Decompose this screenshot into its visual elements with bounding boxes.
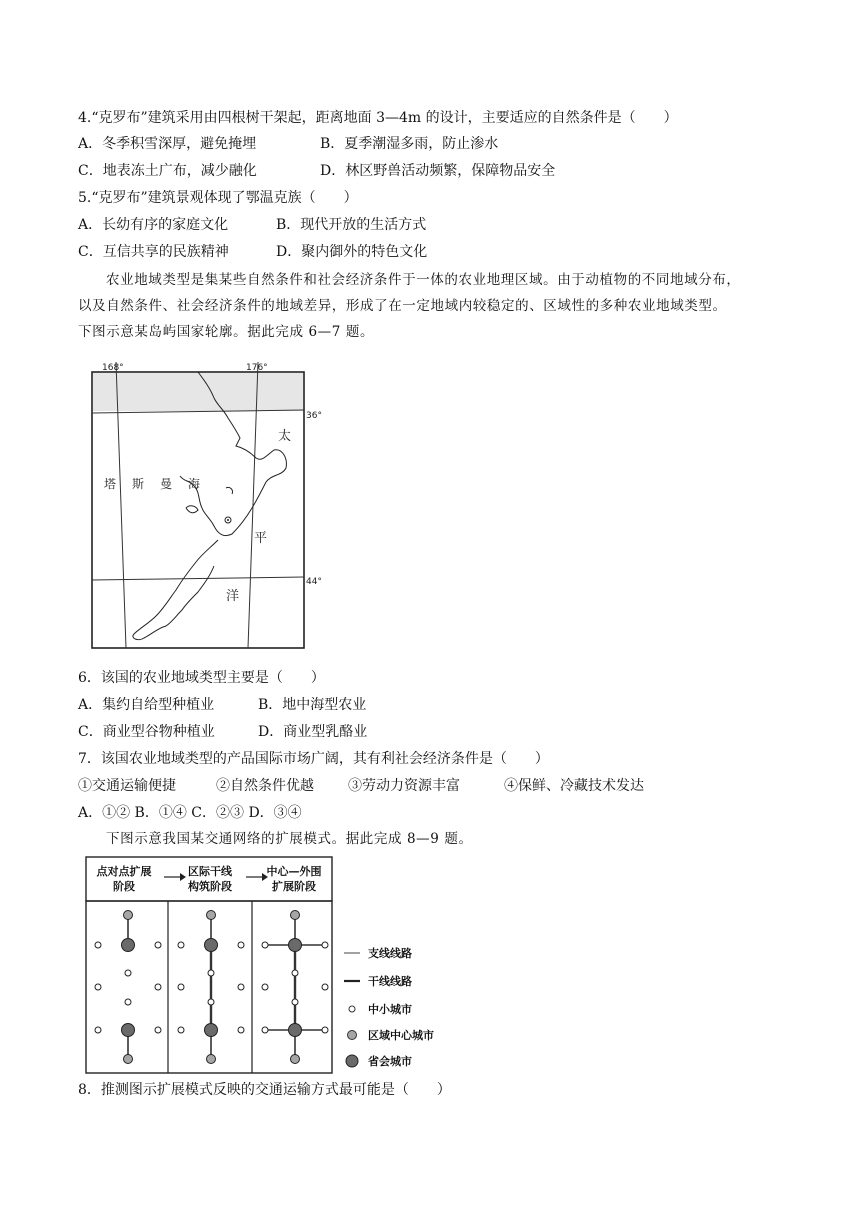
q6-stem: 6．该国的农业地域类型主要是（ ） xyxy=(78,670,325,686)
label-ocean-ping: 平 xyxy=(254,531,268,546)
small-city-node xyxy=(95,1027,101,1033)
legend-regional-city-symbol xyxy=(348,1031,357,1040)
provincial-capital-node xyxy=(289,939,302,952)
small-city-node xyxy=(208,970,214,976)
regional-center-node xyxy=(207,1055,216,1064)
q6-option-b: B．地中海型农业 xyxy=(258,697,367,713)
stage-arrow-1-head xyxy=(180,873,186,881)
q4-option-b: B．夏季潮湿多雨，防止渗水 xyxy=(320,136,499,152)
label-ocean-tai: 太 xyxy=(278,429,292,444)
provincial-capital-node xyxy=(289,1024,302,1037)
islet-coast-1 xyxy=(186,506,198,513)
small-city-node xyxy=(322,984,328,990)
passage-line-3: 下图示意某岛屿国家轮廓。据此完成 6—7 题。 xyxy=(78,324,375,340)
small-city-node xyxy=(178,942,184,948)
label-sea-char-3: 曼 xyxy=(160,477,173,491)
small-city-node xyxy=(322,1027,328,1033)
legend-capital-city-label: 省会城市 xyxy=(368,1055,412,1068)
q5-option-d: D．聚内御外的特色文化 xyxy=(276,244,428,260)
stage2-label-line1: 区际干线 xyxy=(188,865,232,878)
regional-center-node xyxy=(207,911,216,920)
label-lon-168: 168° xyxy=(102,363,124,373)
transport-network-diagram xyxy=(84,855,464,1075)
label-lat-44: 44° xyxy=(306,577,322,587)
q7-item-1: ①交通运输便捷 xyxy=(78,778,176,794)
label-sea-char-4: 海 xyxy=(188,477,201,491)
legend-small-city-symbol xyxy=(349,1006,355,1012)
legend-branch-line-label: 支线线路 xyxy=(368,947,412,960)
legend-regional-city-label: 区域中心城市 xyxy=(368,1029,434,1042)
small-city-node xyxy=(155,984,161,990)
legend-trunk-line-label: 干线线路 xyxy=(368,975,412,988)
stage1-label-line2: 阶段 xyxy=(113,880,135,893)
stage3-label-line1: 中心—外围 xyxy=(266,865,322,878)
passage-transport: 下图示意我国某交通网络的扩展模式。据此完成 8—9 题。 xyxy=(106,831,473,847)
q4-stem: 4.“克罗布”建筑采用由四根树干架起，距离地面 3—4m 的设计，主要适应的自然条件是（ ） xyxy=(78,110,678,126)
q7-item-2: ②自然条件优越 xyxy=(216,778,314,794)
q4-option-a: A．冬季积雪深厚，避免掩埋 xyxy=(78,136,257,152)
diagram-network xyxy=(95,911,328,1064)
q4-option-c: C．地表冻土广布，减少融化 xyxy=(78,163,257,179)
small-city-node xyxy=(125,999,131,1005)
small-city-node xyxy=(262,942,268,948)
south-island-coast xyxy=(133,540,218,640)
small-city-node xyxy=(262,984,268,990)
islet-coast-2 xyxy=(226,487,233,494)
q8-stem: 8．推测图示扩展模式反映的交通运输方式最可能是（ ） xyxy=(78,1082,451,1098)
small-city-node xyxy=(155,942,161,948)
q7-item-4: ④保鲜、冷藏技术发达 xyxy=(504,778,644,794)
small-city-node xyxy=(292,970,298,976)
capital-dot xyxy=(227,519,229,521)
map-header-band xyxy=(93,373,303,411)
q6-option-c: C．商业型谷物种植业 xyxy=(78,724,215,740)
regional-center-node xyxy=(291,1055,300,1064)
passage-line-2: 以及自然条件、社会经济条件的地域差异，形成了在一定地域内较稳定的、区域性的多种农业地域类型。 xyxy=(78,298,727,314)
small-city-node xyxy=(178,984,184,990)
q5-option-c: C．互信共享的民族精神 xyxy=(78,244,229,260)
regional-center-node xyxy=(291,911,300,920)
small-city-node xyxy=(262,1027,268,1033)
provincial-capital-node xyxy=(205,1024,218,1037)
small-city-node xyxy=(178,1027,184,1033)
provincial-capital-node xyxy=(122,939,135,952)
q7-item-3: ③劳动力资源丰富 xyxy=(348,778,460,794)
small-city-node xyxy=(208,999,214,1005)
stage1-label-line1: 点对点扩展 xyxy=(96,865,152,878)
stage2-label-line2: 构筑阶段 xyxy=(188,880,232,893)
q6-option-d: D．商业型乳酪业 xyxy=(258,724,368,740)
passage-line-1: 农业地域类型是集某些自然条件和社会经济条件于一体的农业地理区域。由于动植物的不同地域分布， xyxy=(106,272,741,288)
label-lon-176: 176° xyxy=(246,363,268,373)
q5-option-a: A．长幼有序的家庭文化 xyxy=(78,217,229,233)
provincial-capital-node xyxy=(122,1024,135,1037)
small-city-node xyxy=(95,984,101,990)
regional-center-node xyxy=(124,1055,133,1064)
island-country-map xyxy=(86,358,322,654)
label-sea-char-2: 斯 xyxy=(132,477,145,491)
small-city-node xyxy=(155,1027,161,1033)
small-city-node xyxy=(125,970,131,976)
small-city-node xyxy=(238,942,244,948)
small-city-node xyxy=(322,942,328,948)
q6-option-a: A．集约自给型种植业 xyxy=(78,697,215,713)
q7-answers: A．①② B．①④ C．②③ D．③④ xyxy=(78,805,302,821)
label-ocean-yang: 洋 xyxy=(226,589,240,604)
q4-option-d: D．林区野兽活动频繁，保障物品安全 xyxy=(320,163,556,179)
passage-agriculture xyxy=(78,267,778,345)
diagram-header-frame xyxy=(86,857,332,901)
label-sea-char-1: 塔 xyxy=(104,477,117,491)
provincial-capital-node xyxy=(205,939,218,952)
q5-option-b: B．现代开放的生活方式 xyxy=(276,217,427,233)
stage3-label-line2: 扩展阶段 xyxy=(272,880,316,893)
legend-capital-city-symbol xyxy=(346,1055,358,1067)
small-city-node xyxy=(95,942,101,948)
label-lat-36: 36° xyxy=(306,411,322,421)
regional-center-node xyxy=(124,911,133,920)
small-city-node xyxy=(292,999,298,1005)
legend-small-city-label: 中小城市 xyxy=(368,1003,412,1016)
small-city-node xyxy=(238,984,244,990)
small-city-node xyxy=(238,1027,244,1033)
q7-stem: 7．该国农业地域类型的产品国际市场广阔，其有利社会经济条件是（ ） xyxy=(78,751,549,767)
q5-stem: 5.“克罗布”建筑景观体现了鄂温克族（ ） xyxy=(78,190,358,206)
